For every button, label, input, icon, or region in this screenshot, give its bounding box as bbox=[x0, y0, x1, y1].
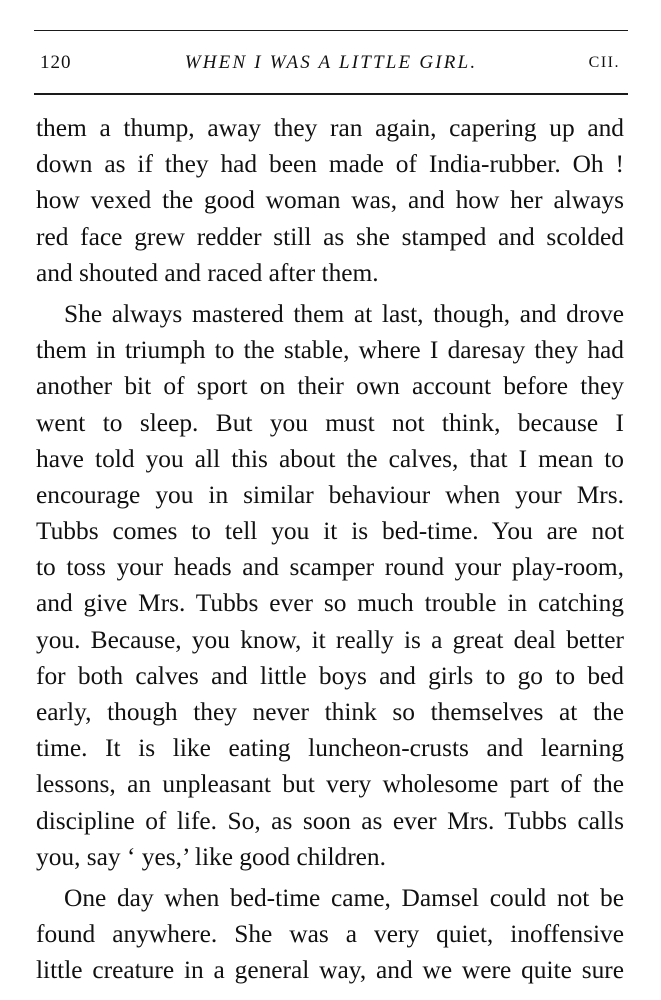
text-line: for both calves and little boys and girls to go to bed bbox=[36, 661, 624, 690]
text-line: down as if they had been made of India-rubber. Oh ! bbox=[36, 150, 624, 179]
chapter-number: CII. bbox=[588, 54, 620, 71]
text-line: little creature in a general way, and we were quite sure bbox=[36, 956, 624, 985]
running-head bbox=[34, 50, 628, 76]
text-line: to toss your heads and scamper round your play-room, bbox=[36, 553, 624, 582]
page-number: 120 bbox=[40, 52, 72, 73]
text-line: went to sleep. But you must not think, because I bbox=[36, 408, 624, 437]
text-line: lessons, an unpleasant but very wholesome part of the bbox=[36, 770, 624, 799]
text-line: you. Because, you know, it really is a great deal better bbox=[36, 625, 624, 654]
text-line: them a thump, away they ran again, capering up and bbox=[36, 114, 624, 142]
text-line: and give Mrs. Tubbs ever so much trouble in catching bbox=[36, 589, 624, 618]
paragraph bbox=[36, 880, 624, 989]
text-line: One day when bed-time came, Damsel could not be bbox=[64, 883, 624, 912]
text-line: She always mastered them at last, though, and drove bbox=[64, 299, 624, 328]
paragraph bbox=[36, 296, 624, 875]
text-line: and shouted and raced after them. bbox=[36, 258, 379, 287]
paragraph bbox=[36, 110, 624, 291]
text-line: time. It is like eating luncheon-crusts and learning bbox=[36, 734, 624, 763]
text-line: how vexed the good woman was, and how her always bbox=[36, 186, 624, 215]
text-line: discipline of life. So, as soon as ever Mrs. Tubbs calls bbox=[36, 806, 624, 835]
text-line: Tubbs comes to tell you it is bed-time. You are not bbox=[36, 517, 624, 546]
text-line: red face grew redder still as she stamped and scolded bbox=[36, 222, 624, 251]
text-line: you, say ‘ yes,’ like good children. bbox=[36, 842, 386, 871]
text-line: them in triumph to the stable, where I daresay they had bbox=[36, 336, 624, 365]
book-title: WHEN I WAS A LITTLE GIRL. bbox=[184, 52, 478, 73]
text-line: early, though they never think so themselves at the bbox=[36, 698, 624, 726]
text-line: found anywhere. She was a very quiet, inoffensive bbox=[36, 920, 624, 949]
top-rule bbox=[34, 30, 628, 31]
text-line: have told you all this about the calves, that I mean to bbox=[36, 444, 624, 473]
text-line: another bit of sport on their own account before they bbox=[36, 372, 624, 401]
text-line: encourage you in similar behaviour when your Mrs. bbox=[36, 480, 624, 509]
body-text bbox=[36, 110, 624, 989]
header-rule bbox=[34, 93, 628, 95]
